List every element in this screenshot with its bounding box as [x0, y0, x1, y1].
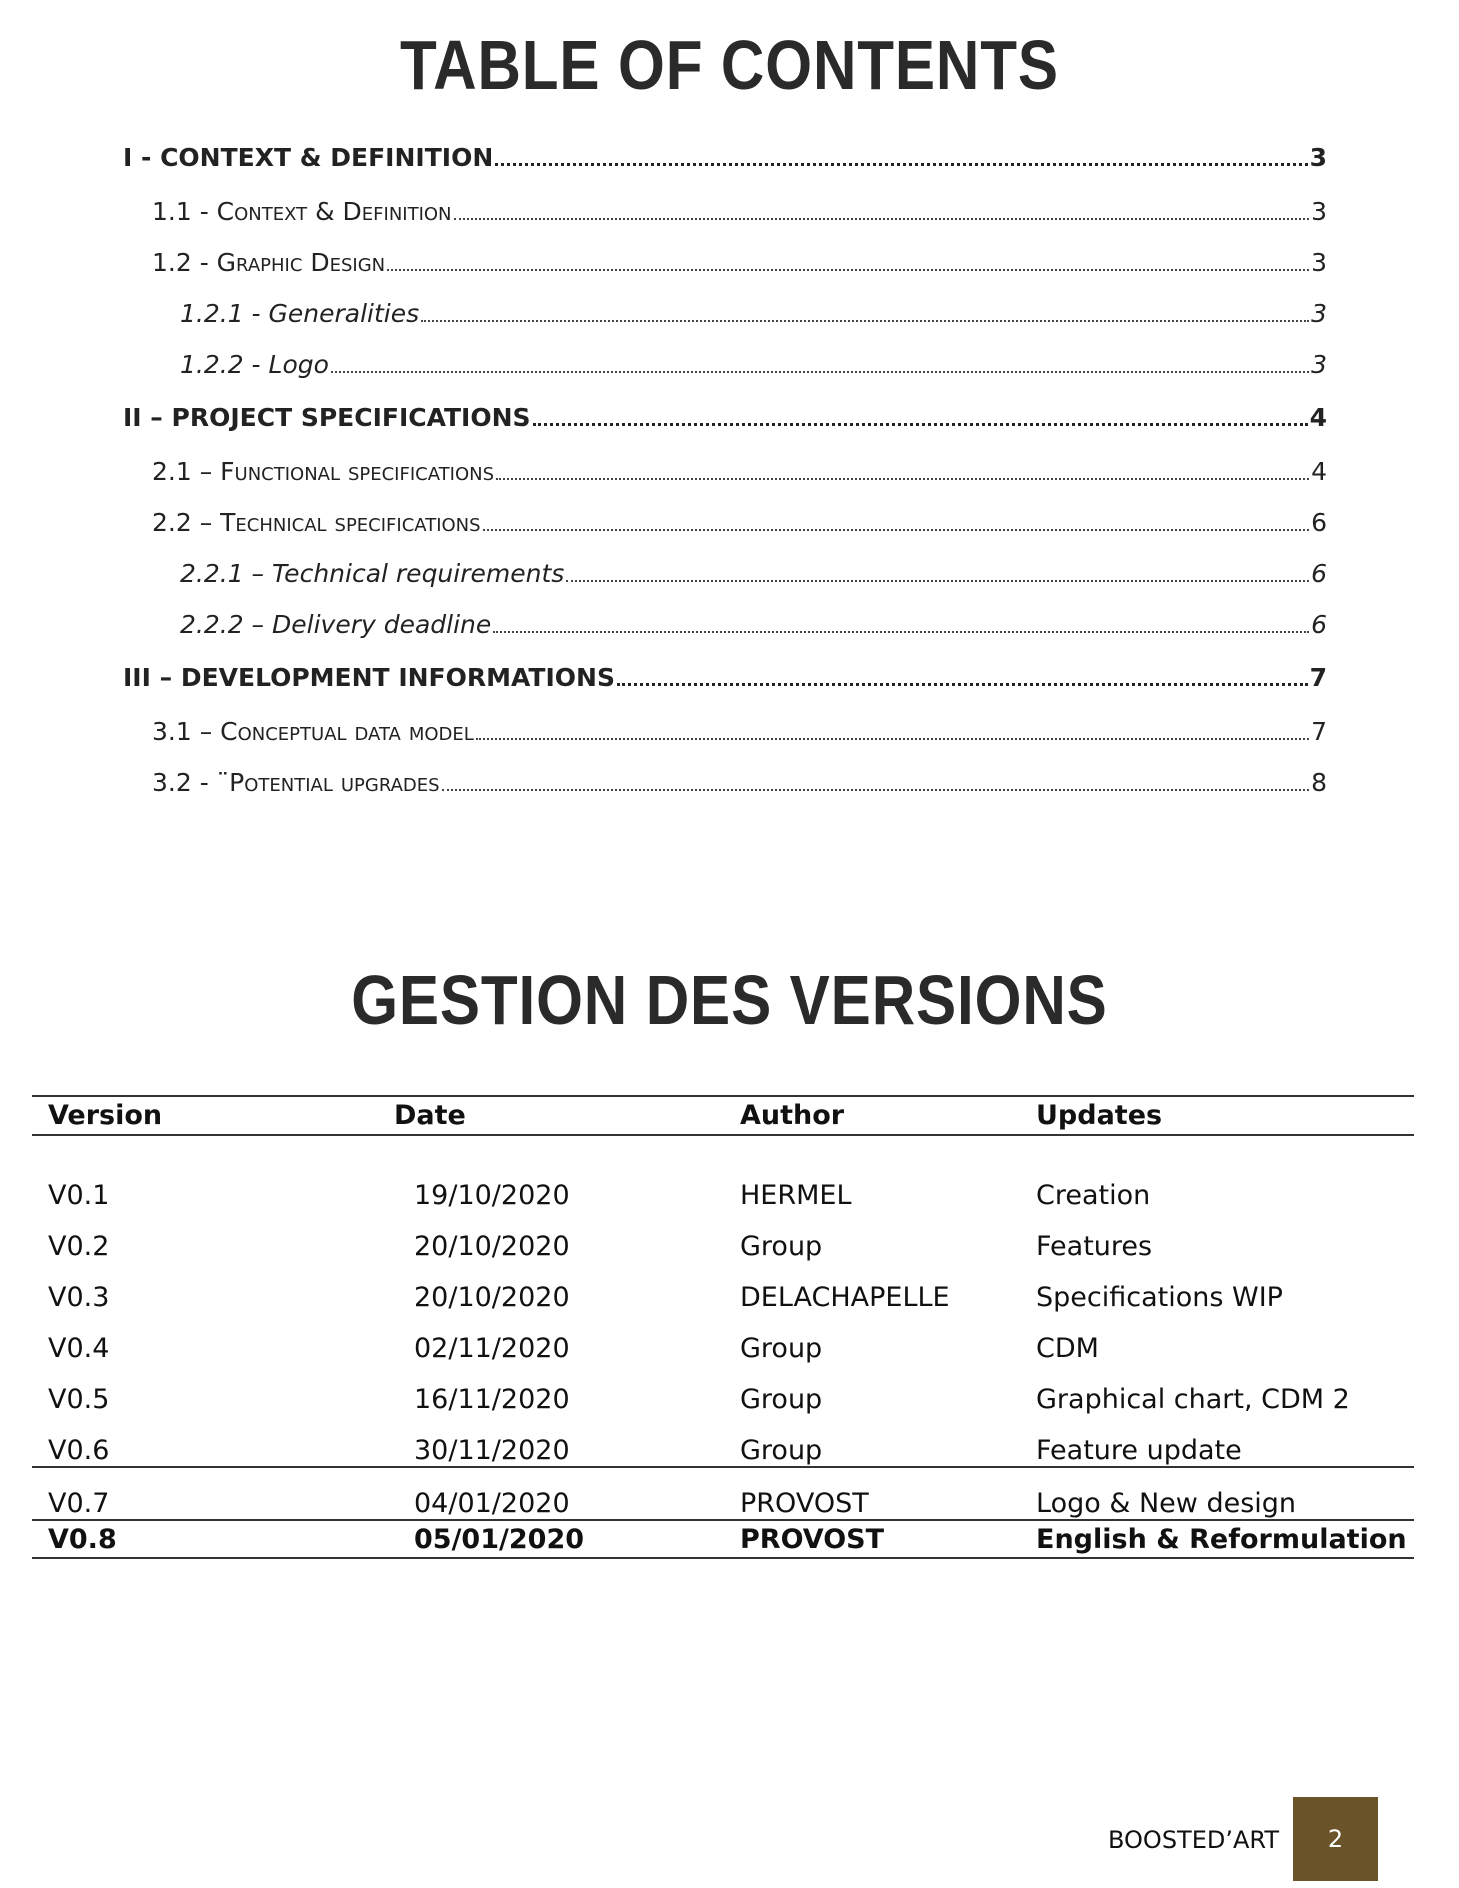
table-row	[32, 1415, 1414, 1467]
toc-entry-label: 1.2.1 - Generalities	[180, 299, 420, 328]
toc-entry-page: 4	[1311, 457, 1327, 486]
cell-author: Group	[740, 1333, 823, 1364]
toc-entry-page: 8	[1311, 768, 1327, 797]
header-author: Author	[724, 1096, 1020, 1135]
cell-author: DELACHAPELLE	[740, 1282, 950, 1313]
toc-entry-page: 6	[1311, 559, 1327, 588]
cell-date: 19/10/2020	[414, 1180, 570, 1211]
page-number-badge	[1293, 1797, 1378, 1881]
cell-author: Group	[740, 1384, 823, 1415]
cell-date: 02/11/2020	[414, 1333, 570, 1364]
cell-date: 30/11/2020	[378, 1415, 724, 1467]
versions-title: GESTION DES VERSIONS	[351, 961, 1108, 1039]
toc-title: TABLE OF CONTENTS	[399, 26, 1059, 104]
versions-header-row	[32, 1096, 1414, 1135]
table-row	[32, 1211, 1414, 1262]
toc-entry-1-2[interactable]	[152, 248, 1327, 277]
toc-entry-label: 2.2.1 – Technical requirements	[180, 559, 565, 588]
toc-entry-label: I - CONTEXT & DEFINITION	[123, 143, 494, 172]
cell-date: 20/10/2020	[414, 1282, 570, 1313]
versions-table	[32, 1095, 1414, 1559]
toc-entry-page: 3	[1309, 143, 1327, 172]
toc-entry-page: 6	[1311, 508, 1327, 537]
cell-updates: Features	[1036, 1231, 1153, 1262]
cell-author: Group	[740, 1231, 823, 1262]
cell-author: Group	[724, 1415, 1020, 1467]
toc-entry-1-1[interactable]	[152, 197, 1327, 226]
cell-version: V0.6	[32, 1415, 378, 1467]
cell-updates: Logo & New design	[1020, 1467, 1414, 1520]
cell-version: V0.5	[48, 1384, 110, 1415]
cell-updates: CDM	[1036, 1333, 1099, 1364]
cell-author: HERMEL	[740, 1180, 852, 1211]
toc-entry-3-2[interactable]	[152, 768, 1327, 797]
cell-author: PROVOST	[724, 1467, 1020, 1520]
toc-entry-label: III – DEVELOPMENT INFORMATIONS	[123, 663, 615, 692]
cell-version: V0.8	[32, 1520, 378, 1558]
toc-entry-label: 1.2 - Graphic Design	[152, 248, 386, 277]
toc-entry-2-1[interactable]	[152, 457, 1327, 486]
toc-entry-1-2-2[interactable]	[180, 350, 1327, 379]
cell-date: 20/10/2020	[414, 1231, 570, 1262]
cell-date: 16/11/2020	[414, 1384, 570, 1415]
cell-author: PROVOST	[724, 1520, 1020, 1558]
toc-entry-2-2[interactable]	[152, 508, 1327, 537]
toc-entry-page: 7	[1311, 717, 1327, 746]
header-updates: Updates	[1020, 1096, 1414, 1135]
cell-version: V0.7	[32, 1467, 378, 1520]
cell-version: V0.1	[48, 1180, 110, 1211]
toc-entry-1-2-1[interactable]	[180, 299, 1327, 328]
cell-updates: Feature update	[1020, 1415, 1414, 1467]
table-row	[32, 1160, 1414, 1211]
table-row	[32, 1364, 1414, 1415]
toc-entry-label: 3.2 - ¨Potential upgrades	[152, 768, 440, 797]
table-row	[32, 1313, 1414, 1364]
toc-entry-section-2[interactable]	[123, 403, 1327, 432]
cell-version: V0.4	[48, 1333, 110, 1364]
toc-entry-label: 2.1 – Functional specifications	[152, 457, 495, 486]
cell-date: 05/01/2020	[378, 1520, 724, 1558]
toc-entry-label: 1.2.2 - Logo	[180, 350, 329, 379]
cell-version: V0.2	[48, 1231, 110, 1262]
toc-entry-2-2-1[interactable]	[180, 559, 1327, 588]
toc-entry-page: 7	[1309, 663, 1327, 692]
toc-entry-label: 1.1 - Context & Definition	[152, 197, 452, 226]
table-row-current	[32, 1520, 1414, 1558]
table-row	[32, 1467, 1414, 1520]
header-date: Date	[378, 1096, 724, 1135]
toc-entry-label: 3.1 – Conceptual data model	[152, 717, 474, 746]
toc-entry-label: II – PROJECT SPECIFICATIONS	[123, 403, 531, 432]
toc-entry-section-3[interactable]	[123, 663, 1327, 692]
toc-entry-2-2-2[interactable]	[180, 610, 1327, 639]
cell-date: 04/01/2020	[378, 1467, 724, 1520]
cell-updates: English & Reformulation	[1020, 1520, 1414, 1558]
toc-entry-page: 4	[1309, 403, 1327, 432]
toc-entry-3-1[interactable]	[152, 717, 1327, 746]
footer-brand: BOOSTED’ART	[1108, 1826, 1279, 1854]
toc-entry-page: 3	[1311, 248, 1327, 277]
cell-updates: Graphical chart, CDM 2	[1036, 1384, 1350, 1415]
table-row	[32, 1262, 1414, 1313]
toc-entry-section-1[interactable]	[123, 143, 1327, 172]
toc-entry-page: 6	[1311, 610, 1327, 639]
toc-entry-label: 2.2 – Technical specifications	[152, 508, 481, 537]
toc-entry-label: 2.2.2 – Delivery deadline	[180, 610, 492, 639]
toc-entry-page: 3	[1311, 350, 1327, 379]
header-version: Version	[32, 1096, 378, 1135]
cell-updates: Specifications WIP	[1036, 1282, 1283, 1313]
toc-entry-page: 3	[1311, 197, 1327, 226]
cell-updates: Creation	[1036, 1180, 1151, 1211]
page-number: 2	[1327, 1825, 1344, 1853]
toc-entry-page: 3	[1311, 299, 1327, 328]
cell-version: V0.3	[48, 1282, 110, 1313]
